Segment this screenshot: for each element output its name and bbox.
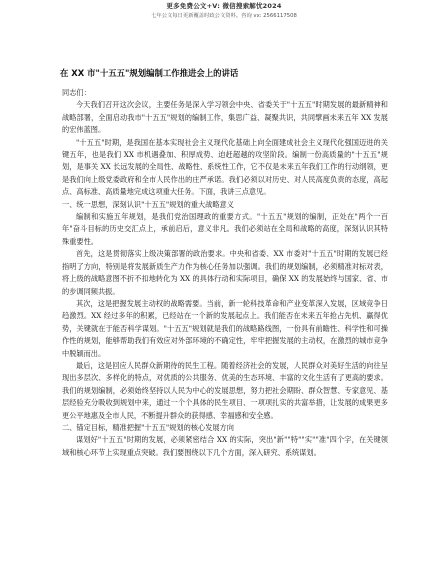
section-heading: 一、统一思想，深刻认识"十五五"规划的重大战略意义 [62, 199, 234, 209]
document-body [62, 87, 388, 459]
body-paragraph: 今天我们召开这次会议，主要任务是深入学习领会中央、省委关于"十五五"时期发展的最新精神和战略部署，全面启动我市"十五五"规划的编制工作，集思广益、凝聚共识，共同擘画未来五年 XX 发展的宏伟蓝图。 [62, 100, 388, 135]
speech-title: 在 XX 市"十五五"规划编制工作推进会上的讲话 [60, 68, 239, 78]
body-paragraph: 谋划好"十五五"时期的发展，必须紧密结合 XX 的实际，突出"新""特""实""准"四个字，在关键领域和核心环节上实现重点突破。我们要围绕以下几个方面，深入研究、系统谋划。 [62, 435, 388, 457]
header-promo-line: 更多免费公文+V: 微信搜索解忧2024 [166, 2, 282, 10]
body-paragraph: 其次，这是把握发展主动权的战略需要。当前，新一轮科技革命和产业变革深入发展，区域竞争日趋激烈。XX 经过多年的积累，已经站在一个新的发展起点上。我们能否在未来五年抢占先机、赢得优势，关键就在于能否科学谋划。"十五五"规划就是我们的战略路线图，一份具有前瞻性、科学性和可操作性的规划，能够帮助我们有效应对外部环境的不确定性，牢牢把握发展的主动权，在激烈的城市竞争中脱颖而出。 [62, 298, 388, 358]
body-paragraph: 最后，这是回应人民群众新期待的民生工程。随着经济社会的发展，人民群众对美好生活的向往呈现出多层次、多样化的特点，对优质的公共服务、优美的生态环境、丰富的文化生活有了更高的要求。我们的规划编制，必须始终坚持以人民为中心的发展思想，努力把社会期盼、群众智慧、专家意见、基层经验充分吸收到规划中来，通过一个个具体的民生项目、一项项扎实的共富举措，让发展的成果更多更公平地惠及全市人民，不断提升群众的获得感、幸福感和安全感。 [62, 360, 388, 420]
salutation: 同志们： [62, 88, 91, 97]
body-paragraph: 编制和实施五年规划，是我们党治国理政的重要方式。"十五五"规划的编制，正处在"两个一百年"奋斗目标的历史交汇点上，承前启后，意义非凡。我们必须站在全局和战略的高度，深刻认识其特殊重要性。 [62, 212, 388, 246]
body-paragraph: "十五五"时期，是我国在基本实现社会主义现代化基础上向全面建成社会主义现代化强国迈进的关键五年，也是我们 XX 市机遇叠加、积厚成势、迫赶超越的攻坚阶段。编制一份高质量的"十五五"规划，是事关 XX 长远发展的全局性、战略性、系统性工作，它不仅是未来五年我们工作的行动纲领，更是我们向上级党委政府和全市人民作出的庄严承诺。我们必须以对历史、对人民高度负责的态度，高起点、高标准、高质量地完成这项重大任务。下面，我讲三点意见。 [62, 137, 388, 197]
body-paragraph: 首先，这是贯彻落实上级决策部署的政治要求。中央和省委、XX 市委对"十五五"时期的发展已经指明了方向，特别是将发展新质生产力作为核心任务加以强调。我们的规划编制，必须精准对标对表，将上级的战略意图不折不扣地转化为 XX 的具体行动和实际项目，确保 XX 的发展始终与国家、省、市的步调同频共振。 [62, 249, 388, 296]
section-heading: 二、锚定目标，精准把握"十五五"规划的核心发展方向 [62, 422, 234, 432]
header-contact-line: 七年公文每日更新覆盖时政公文资料。咨询 vx: 2566117508 [151, 13, 297, 19]
